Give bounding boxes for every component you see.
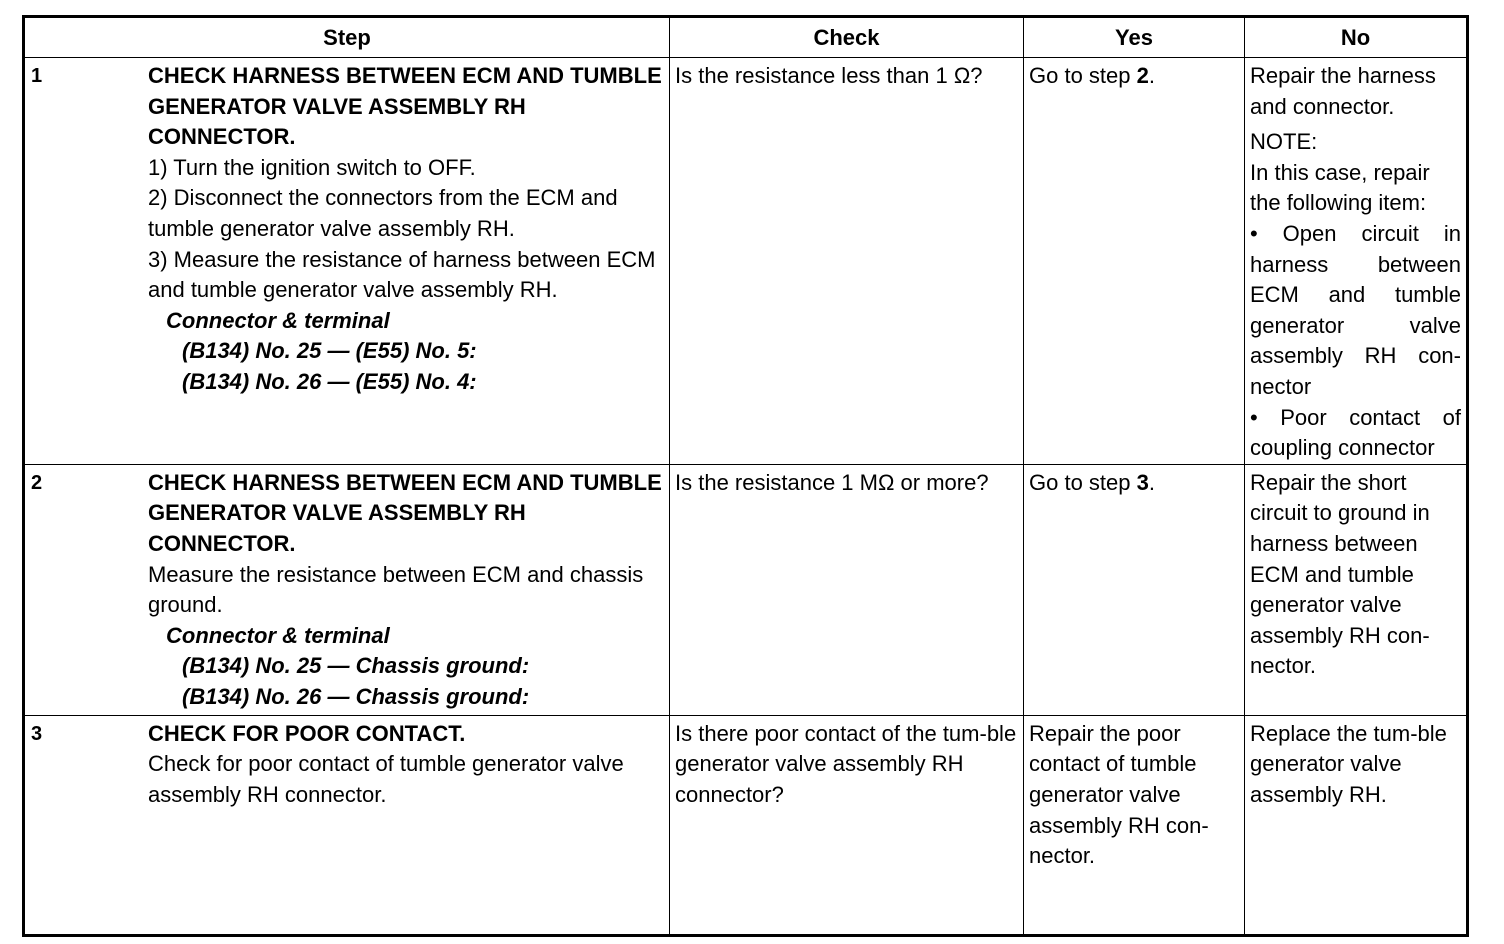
step-title: CHECK HARNESS BETWEEN ECM AND TUMBLE GENERATOR VALVE ASSEMBLY RH CONNECTOR. — [148, 469, 662, 556]
step-instruction: Check for poor contact of tumble generator valve assembly RH connector. — [148, 751, 624, 807]
yes-cell — [1024, 464, 1245, 715]
no-text: Repair the harness and connector. — [1250, 63, 1436, 119]
terminal-spec: (B134) No. 26 — (E55) No. 4: — [182, 368, 477, 394]
step-title: CHECK FOR POOR CONTACT. — [148, 720, 466, 746]
check-cell: Is there poor contact of the tum-ble generator valve assembly RH connector? — [670, 715, 1024, 935]
step-number: 3 — [31, 722, 43, 745]
table-row — [24, 464, 1468, 715]
no-cell: Replace the tum-ble generator valve assembly RH. — [1245, 715, 1468, 935]
step-instruction: 2) Disconnect the connectors from the ECM and tumble generator valve assembly RH. — [148, 185, 618, 241]
yes-step-ref: 3 — [1136, 469, 1149, 495]
yes-step-ref: 2 — [1136, 63, 1149, 88]
step-instruction: 1) Turn the ignition switch to OFF. — [148, 154, 476, 180]
terminal-spec: (B134) No. 25 — (E55) No. 5: — [182, 338, 477, 364]
yes-text: Go to step — [1029, 63, 1137, 88]
step-title: CHECK HARNESS BETWEEN ECM AND TUMBLE GENERATOR VALVE ASSEMBLY RH CONNECTOR. — [148, 63, 662, 150]
step-cell — [24, 715, 670, 935]
no-cell — [1245, 58, 1468, 465]
connector-terminal-label: Connector & terminal — [166, 307, 390, 333]
header-no: No — [1245, 17, 1468, 58]
yes-suffix: . — [1148, 63, 1155, 88]
header-step: Step — [24, 17, 670, 58]
table-row — [24, 58, 1468, 465]
terminal-spec: (B134) No. 26 — Chassis ground: — [182, 683, 530, 709]
header-check: Check — [670, 17, 1024, 58]
note-label: NOTE: — [1250, 129, 1318, 155]
no-cell: Repair the short circuit to ground in harness between ECM and tumble generator valve assembly RH con-nector. — [1245, 464, 1468, 715]
check-cell: Is the resistance less than 1 Ω? — [670, 58, 1024, 465]
yes-suffix: . — [1148, 469, 1155, 495]
connector-terminal-label: Connector & terminal — [166, 622, 390, 648]
diagnostic-table — [22, 15, 1469, 937]
step-cell — [24, 58, 670, 465]
terminal-spec: (B134) No. 25 — Chassis ground: — [182, 653, 530, 679]
header-yes: Yes — [1024, 17, 1245, 58]
step-instruction: 3) Measure the resistance of harness between ECM and tumble generator valve assembly RH. — [148, 246, 656, 303]
step-cell — [24, 464, 670, 715]
yes-text: Go to step — [1029, 469, 1137, 495]
yes-cell: Repair the poor contact of tumble generator valve assembly RH con-nector. — [1024, 715, 1245, 935]
step-number: 1 — [31, 65, 43, 87]
step-number: 2 — [31, 471, 43, 494]
table-row — [24, 715, 1468, 935]
note-intro: In this case, repair the following item: — [1250, 159, 1430, 216]
note-bullet: • Open circuit in harness between ECM and tumble generator valve assembly RH con-nector — [1250, 220, 1461, 399]
note-bullet: • Poor contact of coupling connector — [1250, 404, 1461, 461]
header-row — [24, 17, 1468, 58]
check-cell: Is the resistance 1 MΩ or more? — [670, 464, 1024, 715]
step-instruction: Measure the resistance between ECM and chassis ground. — [148, 561, 644, 618]
yes-cell — [1024, 58, 1245, 465]
